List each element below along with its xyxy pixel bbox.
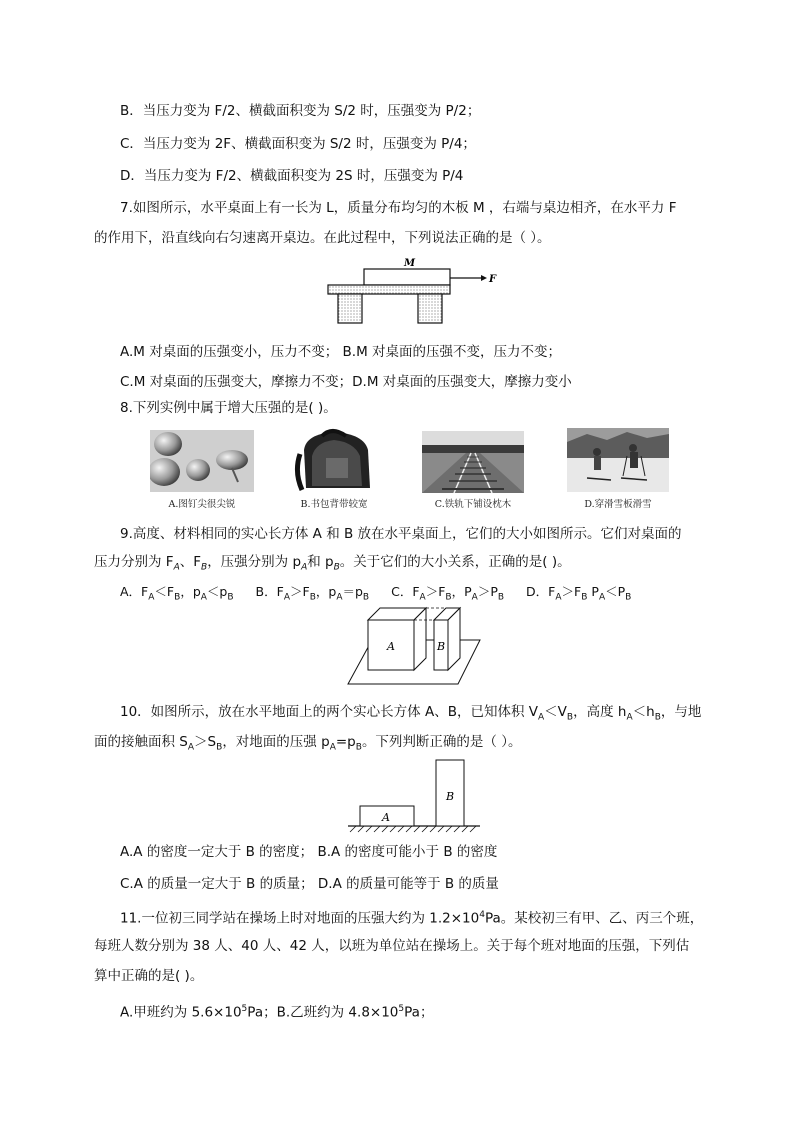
table-leg-left <box>338 294 362 323</box>
q10-options-line2: C.A 的质量一定大于 B 的质量； D.A 的质量可能等于 B 的质量 <box>120 876 499 892</box>
q7-stem-line1: 7.如图所示，水平桌面上有一长为 L，质量分布均匀的木板 M ，右端与桌边相齐，在水平力 F <box>120 200 677 216</box>
table-leg-right <box>418 294 442 323</box>
q7-stem-line2: 的作用下，沿直线向右匀速离开桌边。在此过程中，下列说法正确的是（ ）。 <box>94 230 551 246</box>
q11-options-line1: A.甲班约为 $5.6\times 10^5Pa$；B.乙班约为 $4.8\times 10^5Pa$； <box>120 1004 434 1021</box>
q6-option-c: C．当压力变为 2F、横截面积变为 S/2 时，压强变为 P/4； <box>120 136 476 152</box>
q9-stem-line2: 压力分别为 $F_A$、$F_B$，压强分别为 $p_A$和 $p_B$。关于它们的大小关系，正确的是( )。 <box>94 554 571 573</box>
table-top <box>328 285 450 294</box>
q10-stem-line2: 面的接触面积 $S_A>S_B$，对地面的压强 $p_A=p_B$。下列判断正确的是（ ）。 <box>94 734 522 753</box>
backpack-photo <box>292 428 378 494</box>
railway-photo <box>422 431 524 493</box>
q7-options-line2: C.M 对桌面的压强变大，摩擦力不变；D.M 对桌面的压强变大，摩擦力变小 <box>120 374 572 390</box>
q11-stem-line2: 每班人数分别为 38 人、40 人、42 人，以班为单位站在操场上。关于每个班对地面的压强，下列估 <box>94 938 690 954</box>
q6-option-d: D．当压力变为 F/2、横截面积变为 2S 时，压强变为 P/4 <box>120 168 464 184</box>
q8-stem: 8.下列实例中属于增大压强的是( )。 <box>120 400 337 416</box>
label-m: M <box>404 258 416 269</box>
q9-blocks-figure <box>344 606 484 688</box>
block-a-label: A <box>387 640 395 653</box>
q8-caption-a: A.图钉尖很尖锐 <box>168 499 236 510</box>
block-b-label: B <box>446 790 455 803</box>
q6-option-b: B．当压力变为 F/2、横截面积变为 S/2 时，压强变为 P/2； <box>120 103 481 119</box>
force-arrowhead <box>481 275 487 281</box>
q8-caption-b: B.书包背带较宽 <box>300 499 368 510</box>
block-a-label: A <box>382 811 390 824</box>
q11-stem-line1: 11.一位初三同学站在操场上时对地面的压强大约为 $1.2\times 10^4Pa$。某校初三有甲、乙、丙三个班， <box>120 910 704 927</box>
q9-options: A．$F_A<F_B$，$p_A<p_B$ B．$F_A>F_B$，$p_A=p_B$ C．$F_A>F_B$，$P_A>P_B$ D．$F_A>F_B$ $P_A<P_B$ <box>120 584 632 603</box>
q10-stem-line1: 10．如图所示，放在水平地面上的两个实心长方体 A、B，已知体积 $V_A<V_B$，高度 $h_A<h_B$，与地 <box>120 704 702 723</box>
q11-stem-line3: 算中正确的是( )。 <box>94 968 204 984</box>
q8-caption-c: C.铁轨下铺设枕木 <box>434 499 512 510</box>
q10-options-line1: A.A 的密度一定大于 B 的密度； B.A 的密度可能小于 B 的密度 <box>120 844 498 860</box>
skiing-photo <box>567 428 669 492</box>
label-f: F <box>489 274 497 285</box>
block-b-label: B <box>437 640 446 653</box>
q9-stem-line1: 9.高度、材料相同的实心长方体 A 和 B 放在水平桌面上，它们的大小如图所示。它们对桌面的 <box>120 526 682 542</box>
thumbtack-photo <box>150 430 254 492</box>
q7-board-on-table-figure <box>326 256 506 326</box>
q7-options-line1: A.M 对桌面的压强变小，压力不变； B.M 对桌面的压强不变，压力不变； <box>120 344 562 360</box>
q8-caption-d: D.穿滑雪板滑雪 <box>584 499 652 510</box>
q10-blocks-figure <box>346 758 482 834</box>
board-m <box>364 269 450 285</box>
